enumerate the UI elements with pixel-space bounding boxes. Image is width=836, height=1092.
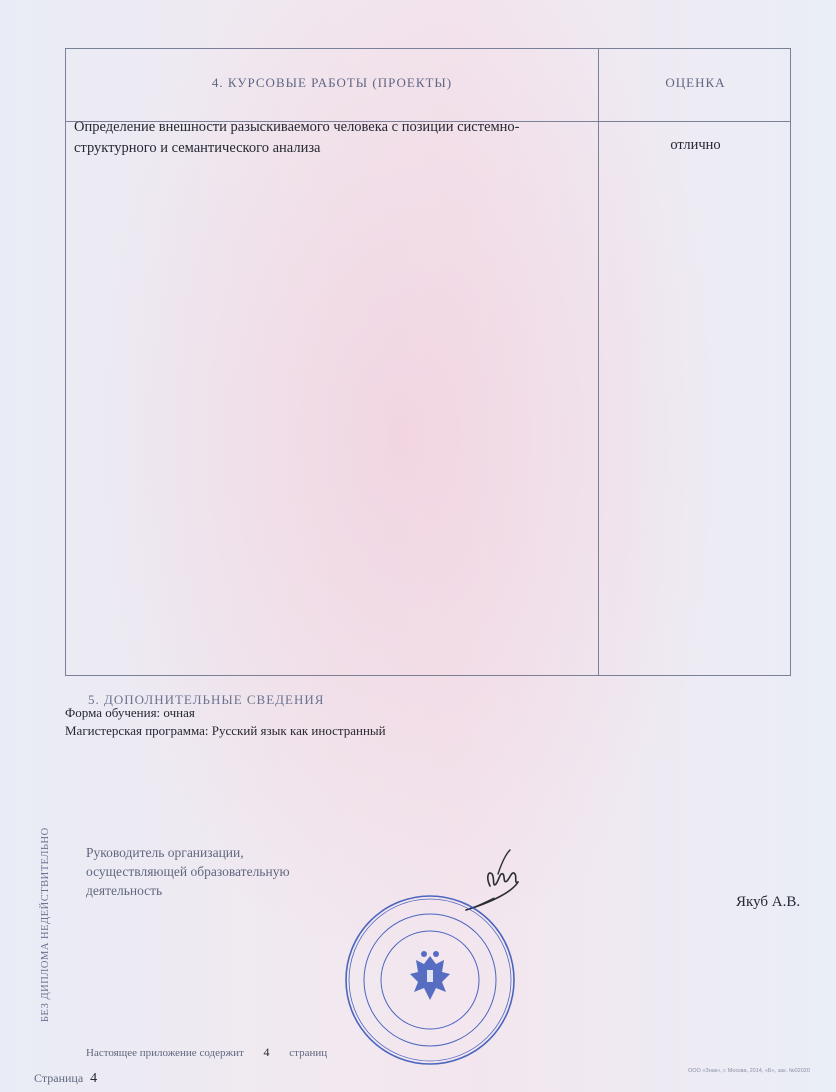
signatory-title-line: деятельность	[86, 883, 163, 898]
printer-imprint: ООО «Знак», г. Москва, 2014, «Б», зак. №02020	[688, 1068, 810, 1074]
page-indicator	[34, 1071, 97, 1087]
page-label: Страница	[34, 1071, 84, 1085]
validity-notice: БЕЗ ДИПЛОМА НЕДЕЙСТВИТЕЛЬНО	[40, 827, 51, 1022]
coursework-table	[65, 48, 791, 676]
coursework-grade: отлично	[670, 137, 721, 153]
official-seal	[344, 894, 516, 1066]
page-count-suffix: страниц	[289, 1047, 328, 1059]
signatory-title	[86, 843, 346, 900]
coursework-title: Определение внешности разыскиваемого человека с позиции системно-структурного и семантического анализа	[74, 119, 520, 156]
additional-info-heading: 5. ДОПОЛНИТЕЛЬНЫЕ СВЕДЕНИЯ	[88, 692, 325, 707]
master-program: Магистерская программа: Русский язык как иностранный	[65, 723, 386, 738]
signatory-name: Якуб А.В.	[736, 894, 801, 910]
page-number: 4	[90, 1071, 98, 1086]
page-count-line	[86, 1045, 327, 1060]
page-count-prefix: Настоящее приложение содержит	[86, 1047, 244, 1059]
grade-header: ОЦЕНКА	[665, 75, 726, 90]
coursework-header: 4. КУРСОВЫЕ РАБОТЫ (ПРОЕКТЫ)	[211, 75, 453, 90]
coat-of-arms-icon	[410, 951, 450, 1000]
study-form: Форма обучения: очная	[65, 705, 195, 720]
signatory-title-line: осуществляющей образовательную	[86, 864, 290, 879]
signatory-title-line: Руководитель организации,	[86, 845, 244, 860]
page-count-value: 4	[263, 1045, 270, 1059]
